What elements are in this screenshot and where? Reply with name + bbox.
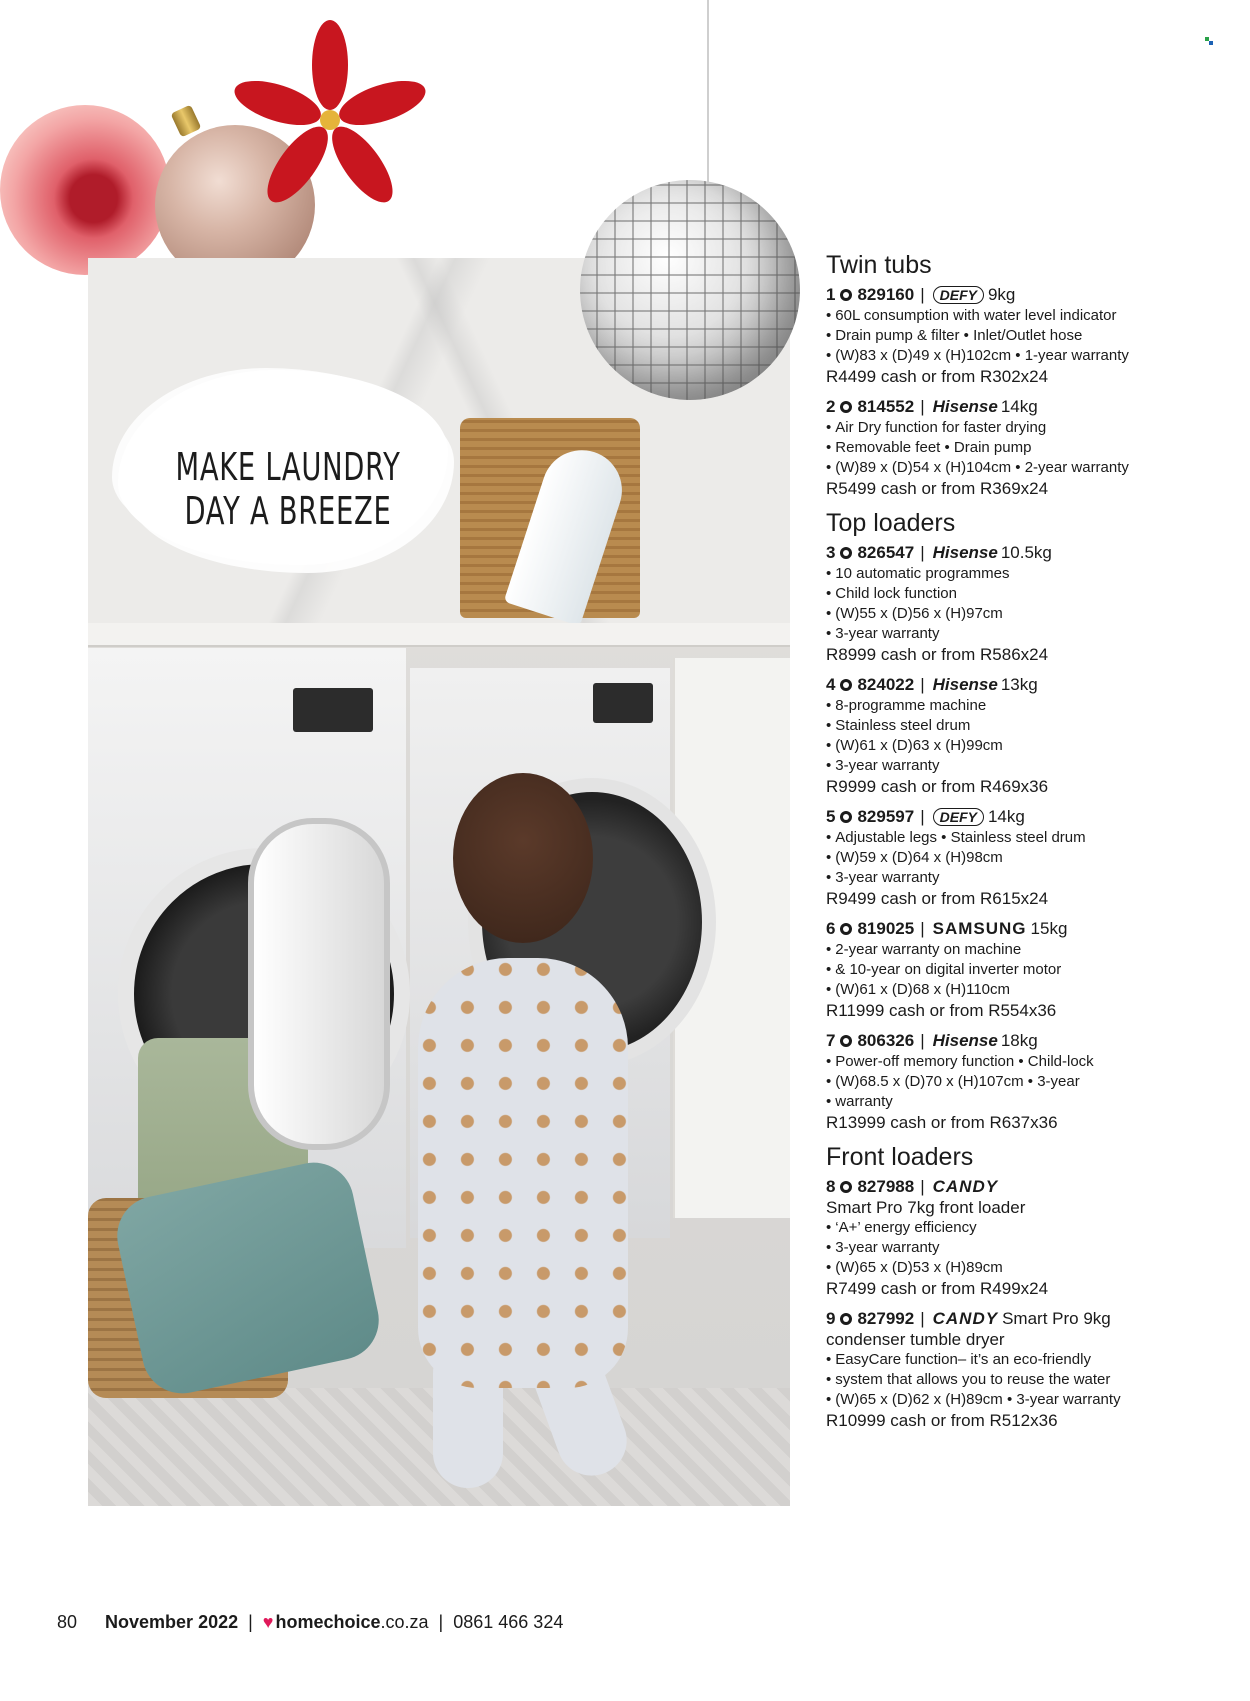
product-section [826, 508, 1231, 1134]
bullet-icon: • [826, 1219, 832, 1236]
product-price: R9499 cash or from R615x24 [826, 889, 1049, 908]
product-number: 5 [826, 807, 836, 826]
product-feature [826, 828, 1231, 848]
bullet-icon: • [826, 757, 832, 774]
product-list [826, 250, 1231, 1440]
bullet-icon: • [826, 439, 832, 456]
page-headline [166, 445, 411, 533]
open-door-image [248, 818, 390, 1150]
brand-logo: DEFY [933, 286, 984, 304]
brand-logo: Hisense [932, 397, 998, 416]
product-feature [826, 848, 1231, 868]
product-title: condenser tumble dryer [826, 1330, 1005, 1349]
feature-text: (W)83 x (D)49 x (H)102cm • 1-year warranty [835, 347, 1129, 364]
catalogue-code-icon [840, 547, 852, 559]
feature-text: Adjustable legs • Stainless steel drum [835, 829, 1086, 846]
machine-display-right [593, 683, 653, 723]
brand-logo: CANDY [932, 1309, 999, 1328]
section-title: Twin tubs [826, 251, 932, 279]
product-feature [826, 980, 1231, 1000]
bullet-icon: • [826, 419, 832, 436]
feature-text: 3-year warranty [835, 757, 940, 774]
bullet-icon: • [826, 869, 832, 886]
feature-text: 2-year warranty on machine [835, 941, 1022, 958]
headline-line-2: DAY A BREEZE [184, 489, 392, 533]
catalogue-code-icon [840, 289, 852, 301]
bullet-icon: • [826, 565, 832, 582]
product-item [826, 918, 1231, 1022]
bullet-icon: • [826, 1239, 832, 1256]
product-separator: | [920, 1031, 925, 1050]
bullet-icon: • [826, 307, 832, 324]
bullet-icon: • [826, 625, 832, 642]
product-header [826, 1176, 1231, 1198]
product-feature [826, 306, 1231, 326]
section-title: Front loaders [826, 1143, 974, 1171]
bullet-icon: • [826, 981, 832, 998]
product-size: 9kg [987, 285, 1016, 304]
product-code: 826547 [857, 543, 915, 562]
product-size: 13kg [1000, 675, 1038, 694]
product-size: 15kg [1030, 919, 1068, 938]
product-item [826, 1176, 1231, 1300]
feature-text: (W)65 x (D)62 x (H)89cm • 3-year warranty [835, 1391, 1121, 1408]
bullet-icon: • [826, 717, 832, 734]
product-feature [826, 418, 1231, 438]
bullet-icon: • [826, 961, 832, 978]
product-number: 8 [826, 1177, 836, 1196]
product-size: 10.5kg [1000, 543, 1052, 562]
product-size: Smart Pro 9kg [1002, 1309, 1111, 1328]
baby-head-image [453, 773, 593, 943]
bullet-icon: • [826, 1093, 832, 1110]
product-feature [826, 756, 1231, 776]
heart-logo-icon: ♥ [262, 1612, 274, 1632]
catalogue-code-icon [840, 1035, 852, 1047]
product-price: R13999 cash or from R637x36 [826, 1113, 1058, 1132]
corner-mark-icon [1205, 32, 1213, 40]
bullet-icon: • [826, 459, 832, 476]
product-feature [826, 564, 1231, 584]
product-feature [826, 458, 1231, 478]
feature-text: 3-year warranty [835, 869, 940, 886]
product-price: R8999 cash or from R586x24 [826, 645, 1049, 664]
headline-line-1: MAKE LAUNDRY [175, 445, 401, 489]
product-feature [826, 1258, 1231, 1278]
product-item [826, 284, 1231, 388]
product-separator: | [920, 285, 925, 304]
brand-logo: CANDY [932, 1177, 999, 1196]
bullet-icon: • [826, 849, 832, 866]
catalogue-code-icon [840, 811, 852, 823]
product-feature [826, 1390, 1231, 1410]
product-header [826, 806, 1231, 828]
feature-text: (W)68.5 x (D)70 x (H)107cm • 3-year [835, 1073, 1080, 1090]
pink-peony-image [0, 105, 170, 275]
phone-number[interactable]: 0861 466 324 [453, 1612, 564, 1632]
counter-shelf [88, 623, 790, 647]
bullet-icon: • [826, 1391, 832, 1408]
product-number: 3 [826, 543, 836, 562]
product-item [826, 1308, 1231, 1432]
feature-text: 10 automatic programmes [835, 565, 1010, 582]
product-feature [826, 438, 1231, 458]
feature-text: & 10-year on digital inverter motor [835, 961, 1062, 978]
product-feature [826, 1350, 1231, 1370]
feature-text: 3-year warranty [835, 1239, 940, 1256]
feature-text: Child lock function [835, 585, 957, 602]
footer-separator: | [438, 1612, 444, 1632]
product-feature [826, 326, 1231, 346]
product-code: 827992 [857, 1309, 915, 1328]
product-feature [826, 1052, 1231, 1072]
product-code: 814552 [857, 397, 915, 416]
bullet-icon: • [826, 327, 832, 344]
product-item [826, 1030, 1231, 1134]
bullet-icon: • [826, 585, 832, 602]
product-number: 1 [826, 285, 836, 304]
brand-logo: Hisense [932, 1031, 998, 1050]
poinsettia-flower-image [230, 20, 430, 220]
product-separator: | [920, 807, 925, 826]
brand-logo: Hisense [932, 543, 998, 562]
feature-text: (W)65 x (D)53 x (H)89cm [835, 1259, 1003, 1276]
feature-text: EasyCare function– it’s an eco-friendly [835, 1351, 1091, 1368]
feature-text: system that allows you to reuse the water [835, 1371, 1111, 1388]
product-code: 827988 [857, 1177, 915, 1196]
product-separator: | [920, 919, 925, 938]
product-code: 829597 [857, 807, 915, 826]
product-section [826, 1142, 1231, 1432]
site-domain[interactable]: .co.za [380, 1612, 429, 1632]
product-feature [826, 604, 1231, 624]
bullet-icon: • [826, 737, 832, 754]
product-header [826, 396, 1231, 418]
bullet-icon: • [826, 1371, 832, 1388]
catalogue-code-icon [840, 923, 852, 935]
bullet-icon: • [826, 1259, 832, 1276]
feature-text: (W)89 x (D)54 x (H)104cm • 2-year warranty [835, 459, 1129, 476]
product-separator: | [920, 543, 925, 562]
page-footer [57, 1612, 563, 1633]
product-feature [826, 624, 1231, 644]
product-code: 829160 [857, 285, 915, 304]
product-feature [826, 940, 1231, 960]
site-brand[interactable]: homechoice [275, 1612, 381, 1632]
bullet-icon: • [826, 1073, 832, 1090]
baby-onesie-image [418, 958, 628, 1388]
feature-text: 3-year warranty [835, 625, 940, 642]
product-code: 806326 [857, 1031, 915, 1050]
feature-text: Air Dry function for faster drying [835, 419, 1047, 436]
product-feature [826, 346, 1231, 366]
brand-logo: DEFY [933, 808, 984, 826]
disco-ball-string [707, 0, 709, 182]
product-feature [826, 1092, 1231, 1112]
product-feature [826, 584, 1231, 604]
product-separator: | [920, 397, 925, 416]
product-number: 4 [826, 675, 836, 694]
product-feature [826, 1238, 1231, 1258]
product-size: 14kg [1000, 397, 1038, 416]
bullet-icon: • [826, 941, 832, 958]
product-item [826, 396, 1231, 500]
section-title: Top loaders [826, 509, 956, 537]
feature-text: (W)61 x (D)63 x (H)99cm [835, 737, 1003, 754]
product-price: R10999 cash or from R512x36 [826, 1411, 1058, 1430]
product-header [826, 542, 1231, 564]
product-number: 2 [826, 397, 836, 416]
product-code: 819025 [857, 919, 915, 938]
product-feature [826, 1370, 1231, 1390]
catalogue-code-icon [840, 1313, 852, 1325]
feature-text: (W)59 x (D)64 x (H)98cm [835, 849, 1003, 866]
product-price: R4499 cash or from R302x24 [826, 367, 1049, 386]
product-header [826, 674, 1231, 696]
product-separator: | [920, 1309, 925, 1328]
product-size: 18kg [1000, 1031, 1038, 1050]
product-price: R7499 cash or from R499x24 [826, 1279, 1049, 1298]
machine-display-left [293, 688, 373, 732]
product-code: 824022 [857, 675, 915, 694]
catalogue-code-icon [840, 679, 852, 691]
footer-separator: | [248, 1612, 253, 1632]
product-item [826, 542, 1231, 666]
feature-text: 8-programme machine [835, 697, 987, 714]
catalogue-code-icon [840, 401, 852, 413]
product-item [826, 674, 1231, 798]
feature-text: Drain pump & filter • Inlet/Outlet hose [835, 327, 1083, 344]
feature-text: ‘A+’ energy efficiency [835, 1219, 977, 1236]
product-title: Smart Pro 7kg front loader [826, 1198, 1026, 1217]
product-separator: | [920, 675, 925, 694]
product-header [826, 1308, 1231, 1330]
product-header [826, 1030, 1231, 1052]
product-feature [826, 1072, 1231, 1092]
bullet-icon: • [826, 605, 832, 622]
product-feature [826, 736, 1231, 756]
bullet-icon: • [826, 697, 832, 714]
bullet-icon: • [826, 347, 832, 364]
brand-logo: SAMSUNG [932, 919, 1027, 938]
product-feature [826, 716, 1231, 736]
product-header [826, 284, 1231, 306]
product-separator: | [920, 1177, 925, 1196]
feature-text: Removable feet • Drain pump [835, 439, 1032, 456]
product-number: 7 [826, 1031, 836, 1050]
feature-text: Power-off memory function • Child-lock [835, 1053, 1094, 1070]
product-section [826, 250, 1231, 500]
product-feature [826, 1218, 1231, 1238]
product-feature [826, 696, 1231, 716]
product-item [826, 806, 1231, 910]
product-number: 6 [826, 919, 836, 938]
brand-logo: Hisense [932, 675, 998, 694]
product-size: 14kg [987, 807, 1025, 826]
product-number: 9 [826, 1309, 836, 1328]
feature-text: (W)55 x (D)56 x (H)97cm [835, 605, 1003, 622]
product-price: R5499 cash or from R369x24 [826, 479, 1049, 498]
product-price: R11999 cash or from R554x36 [826, 1001, 1057, 1020]
bauble-cap-image [171, 105, 202, 138]
product-feature [826, 960, 1231, 980]
page-number: 80 [57, 1612, 78, 1632]
issue-date: November 2022 [105, 1612, 239, 1632]
product-header [826, 918, 1231, 940]
feature-text: 60L consumption with water level indicator [835, 307, 1117, 324]
feature-text: (W)61 x (D)68 x (H)110cm [835, 981, 1011, 998]
bullet-icon: • [826, 829, 832, 846]
feature-text: warranty [835, 1093, 893, 1110]
disco-ball-image [580, 180, 800, 400]
bullet-icon: • [826, 1053, 832, 1070]
product-price: R9999 cash or from R469x36 [826, 777, 1049, 796]
feature-text: Stainless steel drum [835, 717, 971, 734]
product-feature [826, 868, 1231, 888]
catalogue-code-icon [840, 1181, 852, 1193]
bullet-icon: • [826, 1351, 832, 1368]
